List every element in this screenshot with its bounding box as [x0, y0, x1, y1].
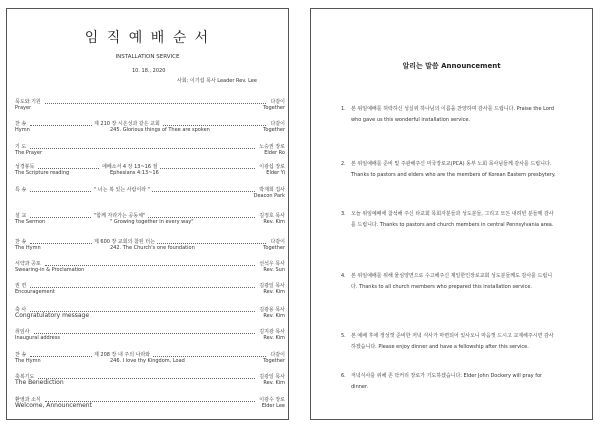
order-item-leader: 다같이 — [270, 99, 285, 105]
order-item-leader: 이광수 장로 — [259, 397, 285, 403]
order-item-leader-english: Elder Ro — [264, 150, 285, 156]
announcement-number: 4. — [341, 273, 346, 279]
order-item-detail: " 너는 복 있는 사람이라 " — [94, 187, 151, 193]
announcement-number: 3. — [341, 211, 346, 217]
order-item-leader: 다같이 — [270, 121, 285, 127]
order-item-korean-label: 축복기도 — [15, 374, 35, 380]
order-item-english-label: Inaugural address — [15, 335, 60, 341]
order-item — [15, 261, 285, 273]
order-item — [15, 374, 285, 386]
order-item-detail-english: Ephesians 4:13~16 — [110, 170, 159, 176]
order-item — [15, 352, 285, 364]
announcement-text: 본 위임예배를 준비 및 주관해주신 미국장로교(PCA) 동부 노회 목사님들께 감사를 드립니다. Thanks to pastors and elders who are the members of Korean Eastern presbytery. — [351, 161, 556, 178]
order-item-leader: 다같이 — [270, 239, 285, 245]
order-item-english-label: The Hymn — [15, 358, 41, 364]
announcement-text: 저녁식사를 위해 존 닥커리 장로가 기도하겠습니다. Elder John Dockery will pray for dinner. — [351, 373, 543, 390]
order-item-detail: 에베소서 4 장 13~16 절 — [102, 164, 158, 170]
order-item-english-label: Welcome, Announcement — [15, 402, 92, 409]
order-item-english-label: The Prayer — [15, 150, 43, 156]
order-item-leader-english: Together — [263, 245, 285, 251]
order-item-leader-english: Rev. Sun — [263, 267, 285, 273]
order-item-korean-label: 성경봉독 — [15, 164, 35, 170]
order-item-detail-english: 245. Glorious things of Thee are spoken — [110, 127, 210, 133]
order-item-korean-label: 묵도와 기원 — [15, 99, 41, 105]
service-host: 사회: 이기섭 목사 Leader Rev. Lee — [177, 78, 257, 84]
dotted-leader — [45, 261, 255, 266]
order-item-korean-label: 특 송 — [15, 187, 27, 193]
order-item-leader-english: Together — [263, 105, 285, 111]
order-item-leader: 김광일 목사 — [259, 283, 285, 289]
announcement-number: 6. — [341, 373, 346, 379]
order-item-english-label: Encouragement — [15, 289, 55, 295]
dotted-leader — [30, 144, 255, 149]
order-item-korean-label: 설 교 — [15, 213, 27, 219]
order-item-leader: 선석우 목사 — [259, 261, 285, 267]
order-item-leader-english: Elder Lee — [261, 403, 285, 409]
order-item-detail: "함께 자라가는 공동체" — [94, 213, 146, 219]
order-item-korean-label: 취임사 — [15, 329, 30, 335]
announcement-number: 2. — [341, 161, 346, 167]
order-item-leader-english: Rev. Kim — [263, 219, 285, 225]
page-subtitle: INSTALLATION SERVICE — [115, 54, 180, 60]
announcement-text: 본 위임예배를 위해 물심양면으로 수고해주신 제일한인장로교회 성도분들께도 감사를 드립니다. Thanks to all church members who prepared this installation service. — [351, 273, 553, 290]
order-item-leader-english: Together — [263, 358, 285, 364]
order-item-leader-english: Deacon Park — [253, 193, 285, 199]
order-item-detail-english: 242. The Church's one foundation — [110, 245, 195, 251]
order-item-korean-label: 찬 송 — [15, 121, 27, 127]
announcement-text: 본 예배 후에 정성껏 준비한 저녁 식사가 마련되어 있사오니 마음껏 드시고 교제해주시면 감사하겠습니다. Please enjoy dinner and have a fellowship after this service. — [351, 333, 554, 350]
order-item — [15, 283, 285, 295]
order-item-english-label: The Sermon — [15, 219, 46, 225]
dotted-leader — [45, 99, 266, 104]
order-item — [15, 397, 285, 409]
dotted-leader — [30, 283, 255, 288]
order-item-korean-label: 찬 송 — [15, 352, 27, 358]
order-item — [15, 187, 285, 199]
dotted-leader — [38, 374, 255, 379]
order-item-leader: 김정호 목사 — [259, 213, 285, 219]
order-item — [15, 239, 285, 251]
order-item — [15, 144, 285, 156]
order-item-leader: 다같이 — [270, 352, 285, 358]
order-item — [15, 307, 285, 319]
order-item-detail: 제 210 장 시온성과 같은 교회 — [94, 121, 160, 127]
order-item-leader-english: Together — [263, 127, 285, 133]
order-item-korean-label: 서약과 공포 — [15, 261, 41, 267]
order-item-korean-label: 축 사 — [15, 307, 27, 313]
page-title: 임 직 예 배 순 서 — [84, 30, 211, 46]
order-item-english-label: Hymn — [15, 127, 30, 133]
service-date: 10. 18., 2020 — [132, 68, 166, 74]
order-item-detail: 제 208 장 내 주의 나라와 — [94, 352, 151, 358]
order-item — [15, 213, 285, 225]
order-item-leader-english: Elder Yi — [266, 170, 285, 176]
order-item-leader-english: Rev. Kim — [263, 313, 285, 319]
order-item-detail-english: 246. I love thy Kingdom, Load — [110, 358, 185, 364]
order-item-english-label: The Benediction — [15, 379, 64, 386]
order-item-leader: 김광일 목사 — [259, 374, 285, 380]
announcement-page — [310, 8, 593, 420]
order-item-korean-label: 찬 송 — [15, 239, 27, 245]
order-item-korean-label: 환영과 소식 — [15, 397, 41, 403]
order-item — [15, 164, 285, 176]
dotted-leader — [34, 329, 255, 334]
announcement-text: 본 위임예배를 허락하신 성실위 하나님의 이름을 찬양하며 감사를 드립니다. Praise the Lord who gave us this wonderful installation service. — [351, 106, 555, 123]
announcement-number: 1. — [341, 106, 346, 112]
order-item-detail-english: " Growing together in every way" — [110, 219, 194, 225]
order-item-leader: 김광용 목사 — [259, 307, 285, 313]
order-item-leader: 김지광 목사 — [259, 329, 285, 335]
order-item-english-label: The Hymn — [15, 245, 41, 251]
order-item-english-label: Prayer — [15, 105, 32, 111]
announcement-number: 5. — [341, 333, 346, 339]
order-item-leader: 박재희 집사 — [259, 187, 285, 193]
order-item-english-label: Congratulatory message — [15, 312, 90, 319]
order-of-service-page — [6, 8, 289, 420]
order-item-korean-label: 기 도 — [15, 144, 27, 150]
order-item — [15, 99, 285, 111]
order-item-leader: 노승권 장로 — [259, 144, 285, 150]
order-item-english-label: Swearing-in & Proclamation — [15, 267, 85, 273]
order-item-leader: 이광섭 장로 — [259, 164, 285, 170]
announcement-title: 알리는 말씀 Announcement — [402, 62, 501, 70]
order-item — [15, 121, 285, 133]
order-item-leader-english: Rev. Kim — [263, 335, 285, 341]
announcement-text: 오늘 위임예배에 참석해 주신 타교회 목회자분들과 성도분들, 그리고 모든 내려빈 분들께 감사를 드립니다. Thanks to pastors and church members in central Pennsylvania area. — [351, 211, 554, 228]
order-item-detail: 제 600 장 교회의 참된 터는 — [94, 239, 155, 245]
order-item — [15, 329, 285, 341]
order-item-english-label: The Scripture reading — [15, 170, 70, 176]
order-item-korean-label: 권 면 — [15, 283, 27, 289]
order-item-leader-english: Rev. Kim — [263, 289, 285, 295]
order-item-leader-english: Rev. Kim — [263, 380, 285, 386]
